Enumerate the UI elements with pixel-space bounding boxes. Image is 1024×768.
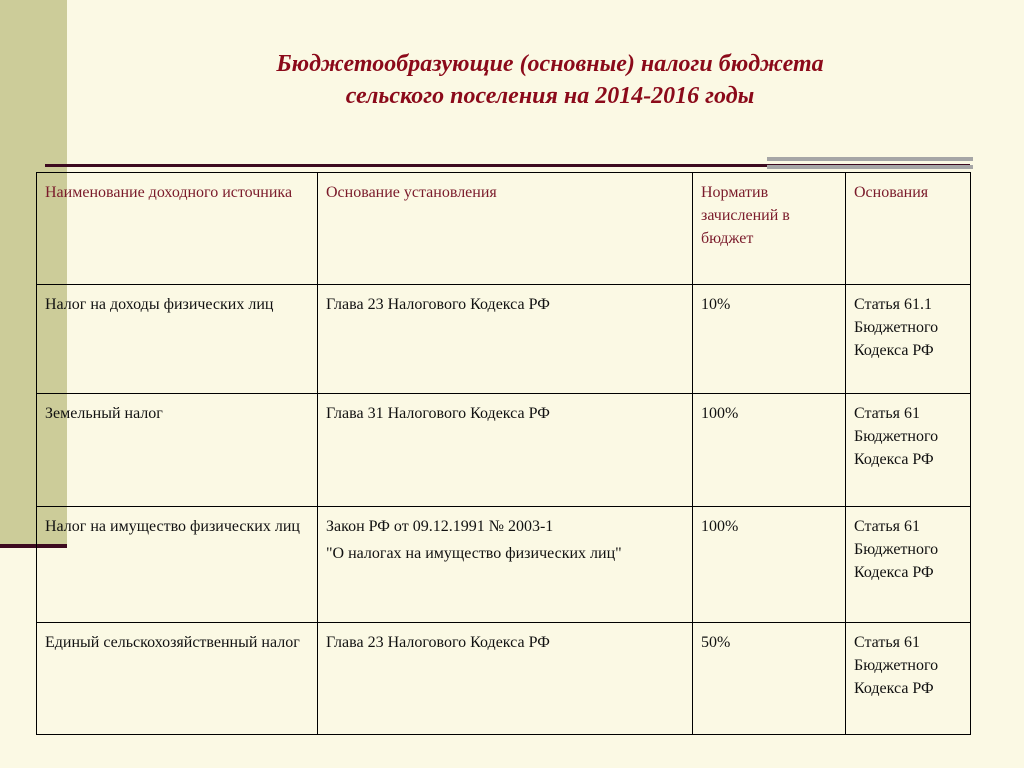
cell-name: Налог на доходы физических лиц [37,285,318,394]
cell-name: Единый сельскохозяйственный налог [37,623,318,735]
tax-table [36,172,971,735]
gray-bar [767,165,973,169]
table-header-row [37,173,971,285]
table-row [37,394,971,507]
cell-basis: Глава 31 Налогового Кодекса РФ [318,394,693,507]
cell-basis-law: Закон РФ от 09.12.1991 № 2003-1 [326,518,554,535]
header-name: Наименование доходного источника [37,173,318,285]
header-rate: Норматив зачислений в бюджет [693,173,846,285]
header-grounds: Основания [846,173,971,285]
cell-grounds: Статья 61 Бюджетного Кодекса РФ [846,623,971,735]
cell-grounds: Статья 61 Бюджетного Кодекса РФ [846,507,971,623]
cell-basis-law-title: "О налогах на имущество физических лиц" [326,545,622,562]
cell-basis: Глава 23 Налогового Кодекса РФ [318,623,693,735]
table-row [37,623,971,735]
cell-name: Земельный налог [37,394,318,507]
cell-basis: Глава 23 Налогового Кодекса РФ [318,285,693,394]
cell-grounds: Статья 61.1 Бюджетного Кодекса РФ [846,285,971,394]
slide-title [120,48,980,112]
cell-name: Налог на имущество физических лиц [37,507,318,623]
table-row [37,507,971,623]
cell-grounds: Статья 61 Бюджетного Кодекса РФ [846,394,971,507]
decorative-gray-bars [767,157,973,173]
title-line-2: сельского поселения на 2014-2016 годы [345,83,755,109]
gray-bar [767,157,973,161]
cell-rate: 100% [693,394,846,507]
cell-rate: 100% [693,507,846,623]
cell-rate: 50% [693,623,846,735]
cell-rate: 10% [693,285,846,394]
title-line-1: Бюджетообразующие (основные) налоги бюджета [276,51,824,77]
cell-basis [318,507,693,623]
header-basis: Основание установления [318,173,693,285]
table-row [37,285,971,394]
